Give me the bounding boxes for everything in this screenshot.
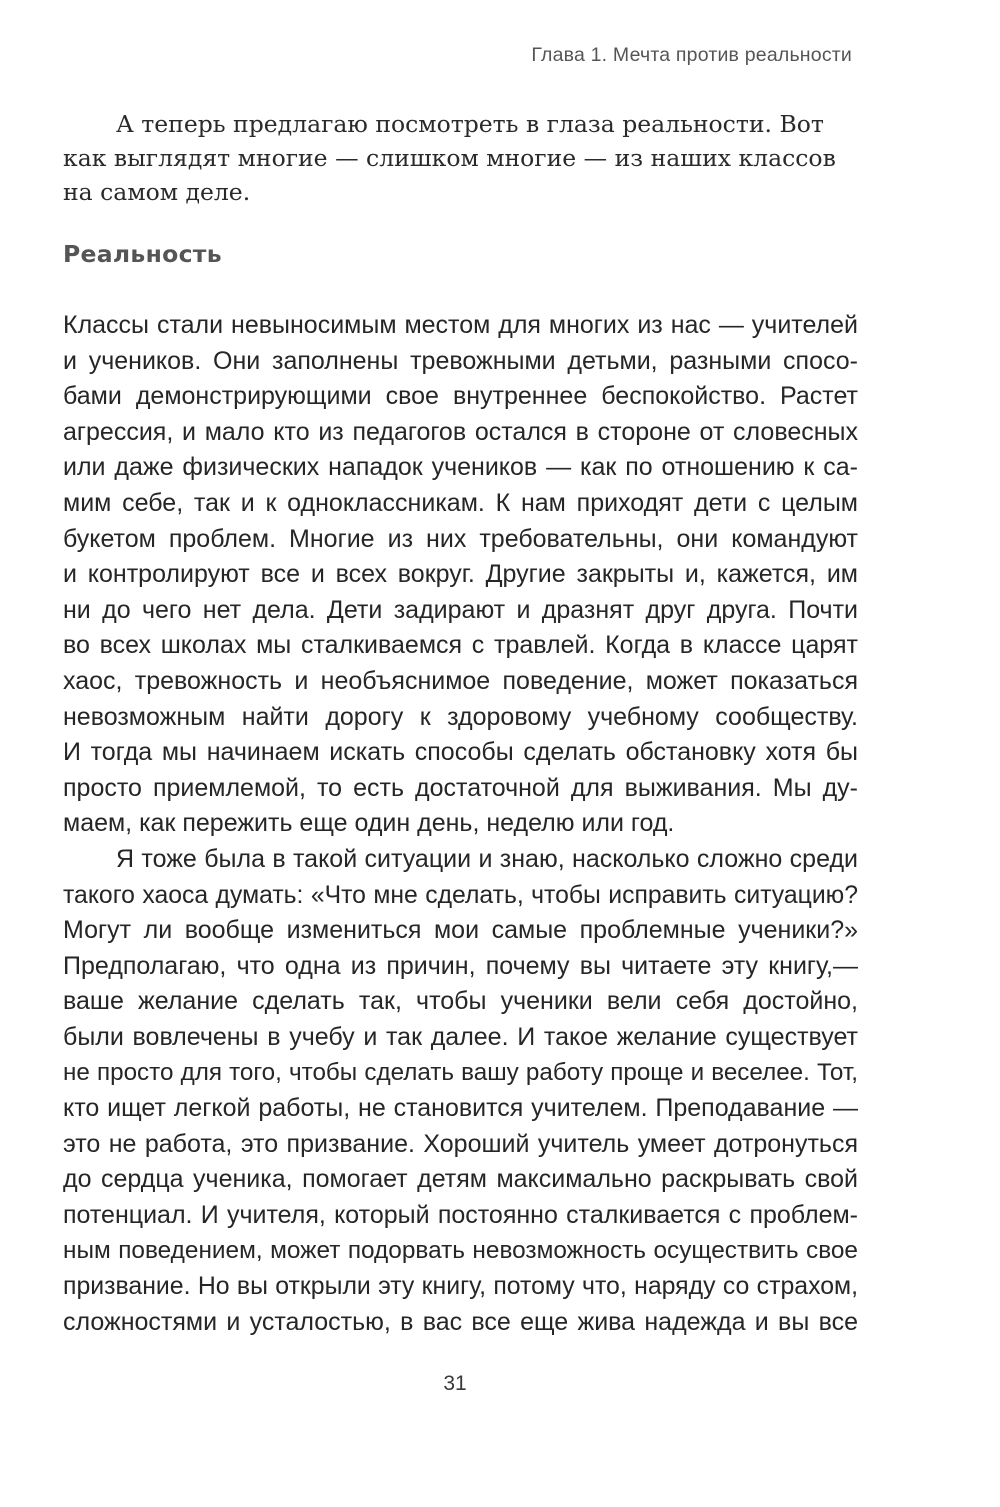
paragraph1-line: или даже физических нападок учеников — как по отношению к са- <box>63 453 858 482</box>
section-heading: Реальность <box>63 240 222 268</box>
paragraph1-line: мим себе, так и к одноклассникам. К нам приходят дети с целым <box>63 488 858 517</box>
intro-paragraph <box>63 107 853 209</box>
paragraph2-line: сложностями и усталостью, в вас все еще жива надежда и вы все <box>63 1307 858 1336</box>
intro-line: на самом деле. <box>63 178 251 206</box>
paragraph1-line: просто приемлемой, то есть достаточной для выживания. Мы ду- <box>63 773 858 802</box>
paragraph2-line: Могут ли вообще измениться мои самые проблемные ученики?» <box>63 916 858 945</box>
paragraph2-line: такого хаоса думать: «Что мне сделать, чтобы исправить ситуацию? <box>63 881 858 909</box>
paragraph2-line: Я тоже была в такой ситуации и знаю, насколько сложно среди <box>116 844 858 873</box>
intro-line: А теперь предлагаю посмотреть в глаза реальности. Вот <box>116 110 824 138</box>
paragraph2-line: не просто для того, чтобы сделать вашу работу проще и веселее. Тот, <box>63 1059 858 1087</box>
paragraph1-line: агрессия, и мало кто из педагогов остался в стороне от словесных <box>63 417 858 446</box>
paragraph2-line: были вовлечены в учебу и так далее. И такое желание существует <box>63 1022 858 1051</box>
paragraph2-line: ваше желание сделать так, чтобы ученики вели себя достойно, <box>63 987 858 1016</box>
intro-line: как выглядят многие — слишком многие — из наших классов <box>63 144 836 172</box>
paragraph1-line: невозможным найти дорогу к здоровому учебному сообществу. <box>63 702 858 731</box>
paragraph2-line: это не работа, это призвание. Хороший учитель умеет дотронуться <box>63 1129 858 1158</box>
paragraph2-line: Предполагаю, что одна из причин, почему вы читаете эту книгу,— <box>63 951 858 980</box>
paragraph1-line: И тогда мы начинаем искать способы сделать обстановку хотя бы <box>63 738 858 767</box>
paragraph1-line: хаос, тревожность и необъяснимое поведение, может показаться <box>63 666 858 695</box>
paragraph1-line: и учеников. Они заполнены тревожными детьми, разными спосо- <box>63 346 858 375</box>
paragraph2-line: до сердца ученика, помогает детям максимально раскрывать свой <box>63 1165 858 1194</box>
paragraph1-line: во всех школах мы сталкиваемся с травлей. Когда в классе царят <box>63 631 858 660</box>
paragraph2-line: призвание. Но вы открыли эту книгу, потому что, наряду со страхом, <box>63 1273 858 1301</box>
paragraph1-line: Классы стали невыносимым местом для многих из нас — учителей <box>63 311 858 339</box>
paragraph2-line: кто ищет легкой работы, не становится учителем. Преподавание — <box>63 1094 858 1123</box>
page-number: 31 <box>443 1372 467 1395</box>
paragraph1-line: маем, как пережить еще один день, неделю или год. <box>63 809 675 838</box>
running-header: Глава 1. Мечта против реальности <box>531 44 852 66</box>
paragraph1-line: букетом проблем. Многие из них требовательны, они командуют <box>63 524 858 553</box>
paragraph1-line: и контролируют все и всех вокруг. Другие закрыты и, кажется, им <box>63 560 858 589</box>
paragraph2-line: потенциал. И учителя, который постоянно сталкивается с проблем- <box>63 1200 858 1229</box>
paragraph1-line: бами демонстрирующими свое внутреннее беспокойство. Растет <box>63 382 858 411</box>
paragraph2-line: ным поведением, может подорвать невозможность осуществить свое <box>63 1237 858 1265</box>
paragraph1-line: ни до чего нет дела. Дети задирают и дразнят друг друга. Почти <box>63 595 858 624</box>
body-text <box>63 308 858 1340</box>
